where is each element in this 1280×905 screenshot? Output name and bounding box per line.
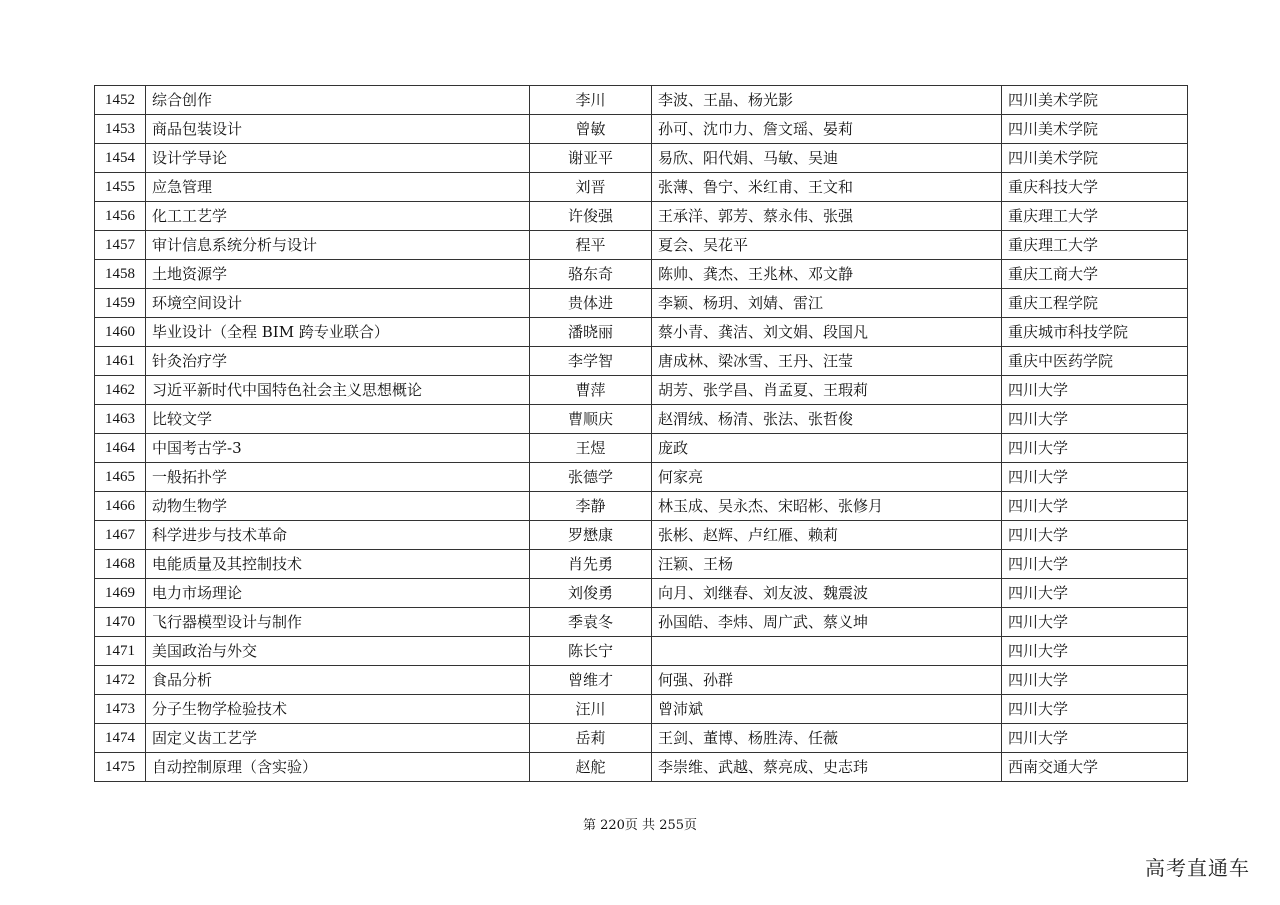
- course-name: 电力市场理论: [146, 579, 530, 608]
- table-row: [95, 463, 1188, 492]
- course-leader: 曾敏: [530, 115, 652, 144]
- table-row: [95, 637, 1188, 666]
- table-row: [95, 289, 1188, 318]
- row-number: 1466: [95, 492, 146, 521]
- course-name: 分子生物学检验技术: [146, 695, 530, 724]
- course-leader: 肖先勇: [530, 550, 652, 579]
- course-name: 土地资源学: [146, 260, 530, 289]
- team-members: 赵渭绒、杨清、张法、张哲俊: [652, 405, 1002, 434]
- course-name: 食品分析: [146, 666, 530, 695]
- row-number: 1463: [95, 405, 146, 434]
- table-row: [95, 231, 1188, 260]
- course-name: 比较文学: [146, 405, 530, 434]
- table-row: [95, 405, 1188, 434]
- row-number: 1456: [95, 202, 146, 231]
- row-number: 1454: [95, 144, 146, 173]
- course-name: 环境空间设计: [146, 289, 530, 318]
- team-members: 蔡小青、龚洁、刘文娟、段国凡: [652, 318, 1002, 347]
- row-number: 1461: [95, 347, 146, 376]
- course-name: 动物生物学: [146, 492, 530, 521]
- course-name: 针灸治疗学: [146, 347, 530, 376]
- team-members: 孙国皓、李炜、周广武、蔡义坤: [652, 608, 1002, 637]
- course-leader: 程平: [530, 231, 652, 260]
- table-row: [95, 608, 1188, 637]
- row-number: 1475: [95, 753, 146, 782]
- team-members: 何强、孙群: [652, 666, 1002, 695]
- table-row: [95, 550, 1188, 579]
- row-number: 1462: [95, 376, 146, 405]
- table-row: [95, 202, 1188, 231]
- team-members: 曾沛斌: [652, 695, 1002, 724]
- table-row: [95, 579, 1188, 608]
- team-members: 张薄、鲁宁、米红甫、王文和: [652, 173, 1002, 202]
- team-members: 汪颖、王杨: [652, 550, 1002, 579]
- course-leader: 潘晓丽: [530, 318, 652, 347]
- school-name: 重庆工程学院: [1002, 289, 1188, 318]
- course-table-body: [95, 86, 1188, 782]
- team-members: 何家亮: [652, 463, 1002, 492]
- table-row: [95, 347, 1188, 376]
- course-leader: 赵舵: [530, 753, 652, 782]
- table-row: [95, 724, 1188, 753]
- school-name: 重庆科技大学: [1002, 173, 1188, 202]
- row-number: 1471: [95, 637, 146, 666]
- team-members: 唐成林、梁冰雪、王丹、汪莹: [652, 347, 1002, 376]
- school-name: 四川大学: [1002, 492, 1188, 521]
- course-name: 中国考古学-3: [146, 434, 530, 463]
- team-members: 易欣、阳代娟、马敏、吴迪: [652, 144, 1002, 173]
- table-row: [95, 318, 1188, 347]
- course-leader: 曾维才: [530, 666, 652, 695]
- team-members: 王承洋、郭芳、蔡永伟、张强: [652, 202, 1002, 231]
- page-footer: 第 220页 共 255页: [582, 818, 698, 833]
- team-members: 李颖、杨玥、刘婧、雷江: [652, 289, 1002, 318]
- team-members: 王剑、董博、杨胜涛、任薇: [652, 724, 1002, 753]
- course-leader: 罗懋康: [530, 521, 652, 550]
- school-name: 四川美术学院: [1002, 115, 1188, 144]
- row-number: 1464: [95, 434, 146, 463]
- course-leader: 李静: [530, 492, 652, 521]
- course-name: 一般拓扑学: [146, 463, 530, 492]
- table-row: [95, 260, 1188, 289]
- table-row: [95, 86, 1188, 115]
- course-leader: 曹顺庆: [530, 405, 652, 434]
- course-name: 飞行器模型设计与制作: [146, 608, 530, 637]
- course-name: 自动控制原理（含实验）: [146, 753, 530, 782]
- course-leader: 李学智: [530, 347, 652, 376]
- row-number: 1460: [95, 318, 146, 347]
- row-number: 1467: [95, 521, 146, 550]
- row-number: 1455: [95, 173, 146, 202]
- school-name: 四川大学: [1002, 434, 1188, 463]
- table-row: [95, 753, 1188, 782]
- course-leader: 许俊强: [530, 202, 652, 231]
- course-leader: 李川: [530, 86, 652, 115]
- course-table: [94, 85, 1188, 782]
- table-row: [95, 115, 1188, 144]
- school-name: 重庆城市科技学院: [1002, 318, 1188, 347]
- watermark-logo: 高考直通车: [1145, 856, 1250, 880]
- row-number: 1472: [95, 666, 146, 695]
- school-name: 四川大学: [1002, 724, 1188, 753]
- table-row: [95, 144, 1188, 173]
- team-members: [652, 637, 1002, 666]
- course-name: 综合创作: [146, 86, 530, 115]
- team-members: 李崇维、武越、蔡亮成、史志玮: [652, 753, 1002, 782]
- course-name: 审计信息系统分析与设计: [146, 231, 530, 260]
- table-row: [95, 434, 1188, 463]
- course-name: 固定义齿工艺学: [146, 724, 530, 753]
- course-name: 化工工艺学: [146, 202, 530, 231]
- school-name: 四川大学: [1002, 608, 1188, 637]
- school-name: 四川大学: [1002, 550, 1188, 579]
- row-number: 1470: [95, 608, 146, 637]
- school-name: 重庆中医药学院: [1002, 347, 1188, 376]
- course-leader: 曹萍: [530, 376, 652, 405]
- row-number: 1468: [95, 550, 146, 579]
- row-number: 1452: [95, 86, 146, 115]
- school-name: 四川大学: [1002, 637, 1188, 666]
- row-number: 1473: [95, 695, 146, 724]
- table-row: [95, 173, 1188, 202]
- course-leader: 谢亚平: [530, 144, 652, 173]
- row-number: 1469: [95, 579, 146, 608]
- course-leader: 汪川: [530, 695, 652, 724]
- row-number: 1459: [95, 289, 146, 318]
- course-name: 电能质量及其控制技术: [146, 550, 530, 579]
- table-row: [95, 492, 1188, 521]
- team-members: 张彬、赵辉、卢红雁、赖莉: [652, 521, 1002, 550]
- school-name: 四川大学: [1002, 521, 1188, 550]
- school-name: 四川美术学院: [1002, 86, 1188, 115]
- team-members: 陈帅、龚杰、王兆林、邓文静: [652, 260, 1002, 289]
- course-name: 应急管理: [146, 173, 530, 202]
- school-name: 重庆工商大学: [1002, 260, 1188, 289]
- team-members: 夏会、吴花平: [652, 231, 1002, 260]
- school-name: 重庆理工大学: [1002, 231, 1188, 260]
- course-name: 商品包装设计: [146, 115, 530, 144]
- table-row: [95, 695, 1188, 724]
- school-name: 四川大学: [1002, 376, 1188, 405]
- school-name: 四川大学: [1002, 579, 1188, 608]
- table-row: [95, 666, 1188, 695]
- course-name: 设计学导论: [146, 144, 530, 173]
- course-name: 毕业设计（全程 BIM 跨专业联合）: [146, 318, 530, 347]
- row-number: 1458: [95, 260, 146, 289]
- course-leader: 岳莉: [530, 724, 652, 753]
- team-members: 孙可、沈巾力、詹文瑶、晏莉: [652, 115, 1002, 144]
- course-name: 习近平新时代中国特色社会主义思想概论: [146, 376, 530, 405]
- team-members: 庞政: [652, 434, 1002, 463]
- school-name: 西南交通大学: [1002, 753, 1188, 782]
- table-row: [95, 521, 1188, 550]
- course-leader: 陈长宁: [530, 637, 652, 666]
- school-name: 四川大学: [1002, 666, 1188, 695]
- team-members: 林玉成、吴永杰、宋昭彬、张修月: [652, 492, 1002, 521]
- row-number: 1465: [95, 463, 146, 492]
- course-leader: 骆东奇: [530, 260, 652, 289]
- school-name: 四川大学: [1002, 405, 1188, 434]
- course-leader: 王煜: [530, 434, 652, 463]
- course-name: 美国政治与外交: [146, 637, 530, 666]
- course-leader: 季袁冬: [530, 608, 652, 637]
- course-leader: 张德学: [530, 463, 652, 492]
- school-name: 四川大学: [1002, 463, 1188, 492]
- course-leader: 刘晋: [530, 173, 652, 202]
- school-name: 四川大学: [1002, 695, 1188, 724]
- course-name: 科学进步与技术革命: [146, 521, 530, 550]
- school-name: 重庆理工大学: [1002, 202, 1188, 231]
- row-number: 1457: [95, 231, 146, 260]
- course-leader: 刘俊勇: [530, 579, 652, 608]
- row-number: 1474: [95, 724, 146, 753]
- team-members: 胡芳、张学昌、肖孟夏、王瑕莉: [652, 376, 1002, 405]
- table-row: [95, 376, 1188, 405]
- team-members: 向月、刘继春、刘友波、魏震波: [652, 579, 1002, 608]
- course-leader: 贵体进: [530, 289, 652, 318]
- team-members: 李波、王晶、杨光影: [652, 86, 1002, 115]
- row-number: 1453: [95, 115, 146, 144]
- school-name: 四川美术学院: [1002, 144, 1188, 173]
